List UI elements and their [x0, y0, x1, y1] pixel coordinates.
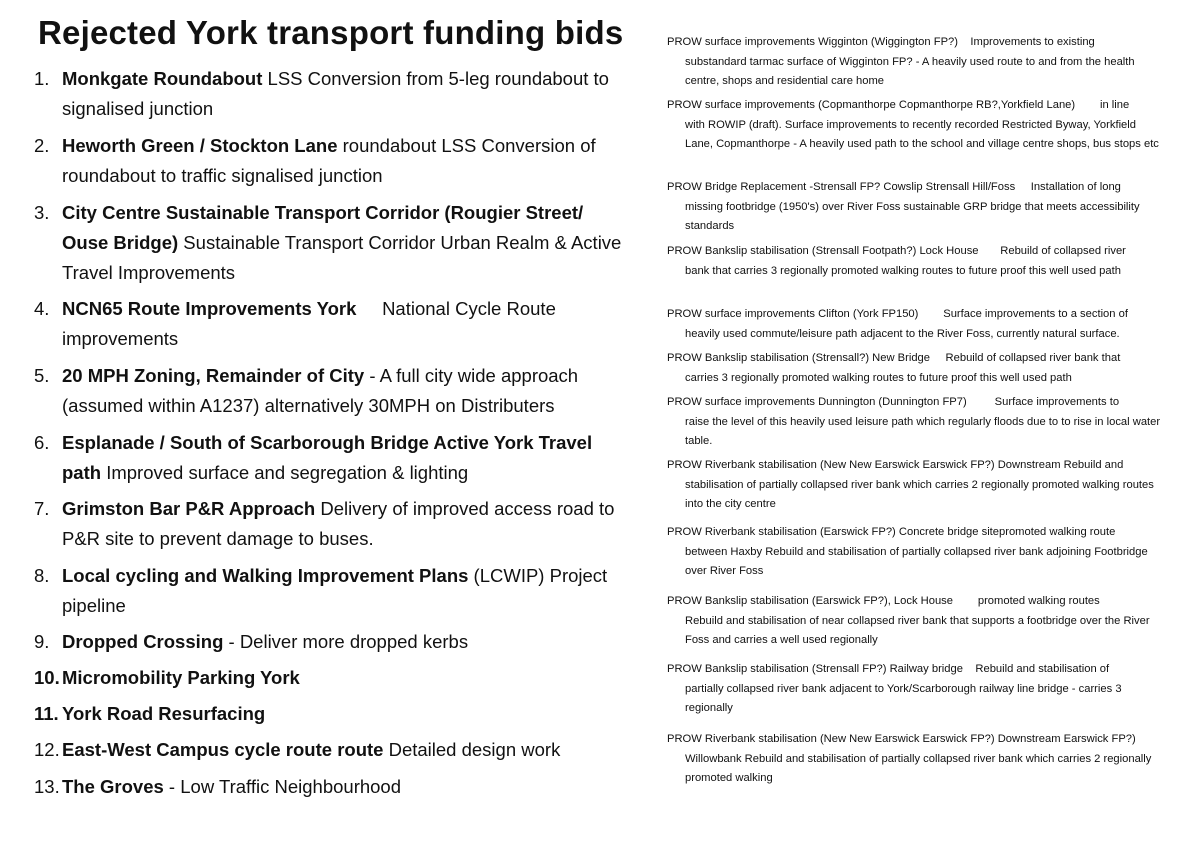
prow-entry-detail: Rebuild and stabilisation of near collapsed river bank that supports a footbridge over the River Foss and carries a well used regionally [685, 614, 1150, 646]
item-number: 1. [34, 68, 50, 89]
prow-entry-heading: PROW Riverbank stabilisation (Earswick FP?) Concrete bridge sitepromoted walking route [667, 526, 1116, 538]
item-description: LSS Conversion from 5-leg roundabout to signalised junction [62, 68, 609, 119]
prow-entry-detail: with ROWIP (draft). Surface improvements to recently recorded Restricted Byway, Yorkfield Lane, Copmanthorpe - A heavily used path to the school and village centre shops, bus stops etc [685, 118, 1159, 150]
item-title: Grimston Bar P&R Approach [62, 498, 316, 519]
list-item [34, 428, 624, 488]
prow-entry-heading: PROW Bridge Replacement -Strensall FP? Cowslip Strensall Hill/Foss Installation of long [667, 181, 1121, 193]
prow-entry-detail: raise the level of this heavily used leisure path which regularly floods due to to rise in local water table. [685, 415, 1161, 447]
page-title: Rejected York transport funding bids [38, 14, 624, 51]
prow-entry-detail: Willowbank Rebuild and stabilisation of partially collapsed river bank which carries 2 regionally promoted walking [685, 752, 1152, 784]
item-title: City Centre Sustainable Transport Corridor (Rougier Street/ Ouse Bridge) [62, 202, 584, 253]
item-number: 11. [34, 703, 59, 724]
item-description: Improved surface and segregation & lighting [101, 462, 469, 483]
prow-entry-heading: PROW surface improvements Wigginton (Wiggington FP?) Improvements to existing [667, 36, 1095, 48]
prow-entry [667, 33, 1163, 92]
item-number: 12. [34, 739, 60, 760]
prow-entry [667, 523, 1163, 582]
prow-entry-heading: PROW surface improvements Clifton (York FP150) Surface improvements to a section of [667, 308, 1128, 320]
list-item [34, 735, 624, 765]
prow-entry-detail: bank that carries 3 regionally promoted walking routes to future proof this well used path [685, 264, 1121, 277]
item-description: - A full city wide approach (assumed within A1237) alternatively 30MPH on Distributers [62, 365, 579, 416]
prow-entry [667, 730, 1163, 789]
prow-entry [667, 305, 1163, 344]
list-item [34, 198, 624, 288]
prow-entry [667, 660, 1163, 719]
item-title: Dropped Crossing [62, 631, 224, 652]
item-number: 7. [34, 498, 50, 519]
list-item [34, 663, 624, 693]
item-title: The Groves [62, 776, 164, 797]
item-number: 13. [34, 776, 60, 797]
item-description: Delivery of improved access road to P&R site to prevent damage to buses. [62, 498, 615, 549]
list-item [34, 627, 624, 657]
item-title: Micromobility Parking York [62, 667, 300, 688]
prow-entry-heading: PROW surface improvements (Copmanthorpe Copmanthorpe RB?,Yorkfield Lane) in line [667, 99, 1130, 111]
list-item [34, 699, 624, 729]
prow-entry-heading: PROW Bankslip stabilisation (Strensall Footpath?) Lock House Rebuild of collapsed river [667, 245, 1126, 257]
item-title: 20 MPH Zoning, Remainder of City [62, 365, 365, 386]
prow-entry-detail: heavily used commute/leisure path adjacent to the River Foss, currently natural surface. [685, 327, 1120, 340]
list-item [34, 361, 624, 421]
item-number: 9. [34, 631, 50, 652]
item-number: 10. [34, 667, 60, 688]
list-item [34, 772, 624, 802]
prow-entry-detail: missing footbridge (1950's) over River Foss sustainable GRP bridge that meets accessibility standards [685, 200, 1140, 232]
prow-entry-detail: carries 3 regionally promoted walking routes to future proof this well used path [685, 371, 1072, 384]
prow-entry [667, 456, 1163, 515]
item-description: (LCWIP) Project pipeline [62, 565, 608, 616]
list-item [34, 64, 624, 124]
item-title: NCN65 Route Improvements York [62, 298, 357, 319]
item-description: Sustainable Transport Corridor Urban Realm & Active Travel Improvements [62, 232, 622, 283]
item-number: 8. [34, 565, 50, 586]
item-description: Detailed design work [383, 739, 561, 760]
prow-entry-detail: stabilisation of partially collapsed river bank which carries 2 regionally promoted walking routes into the city centre [685, 478, 1154, 510]
item-description: - Deliver more dropped kerbs [223, 631, 469, 652]
item-description: National Cycle Route improvements [62, 298, 561, 349]
prow-entry-heading: PROW Bankslip stabilisation (Strensall?) New Bridge Rebuild of collapsed river bank that [667, 352, 1121, 364]
prow-entry [667, 96, 1163, 155]
list-item [34, 294, 624, 354]
item-title: Esplanade / South of Scarborough Bridge Active York Travel path [62, 432, 593, 483]
item-description: roundabout LSS Conversion of roundabout to traffic signalised junction [62, 135, 596, 186]
prow-entry [667, 242, 1163, 281]
item-number: 5. [34, 365, 50, 386]
item-number: 2. [34, 135, 50, 156]
prow-entry-heading: PROW Bankslip stabilisation (Earswick FP?), Lock House promoted walking routes [667, 595, 1100, 607]
list-item [34, 131, 624, 191]
prow-entry-heading: PROW Riverbank stabilisation (New New Earswick Earswick FP?) Downstream Earswick FP?) [667, 733, 1136, 745]
item-title: East-West Campus cycle route route [62, 739, 384, 760]
list-item [34, 561, 624, 621]
item-title: Monkgate Roundabout [62, 68, 263, 89]
item-number: 4. [34, 298, 50, 319]
prow-entry-detail: between Haxby Rebuild and stabilisation of partially collapsed river bank adjoining Footbridge over River Foss [685, 545, 1148, 577]
item-number: 6. [34, 432, 50, 453]
prow-entry-heading: PROW Bankslip stabilisation (Strensall FP?) Railway bridge Rebuild and stabilisation of [667, 663, 1110, 675]
prow-entry [667, 592, 1163, 651]
item-description: - Low Traffic Neighbourhood [163, 776, 402, 797]
prow-entry [667, 178, 1163, 237]
list-item [34, 494, 624, 554]
prow-entry-heading: PROW Riverbank stabilisation (New New Earswick Earswick FP?) Downstream Rebuild and [667, 459, 1124, 471]
prow-entry-heading: PROW surface improvements Dunnington (Dunnington FP7) Surface improvements to [667, 396, 1120, 408]
prow-entry-detail: substandard tarmac surface of Wigginton FP? - A heavily used route to and from the health centre, shops and residential care home [685, 55, 1135, 87]
prow-entry [667, 393, 1163, 452]
prow-entry-detail: partially collapsed river bank adjacent to York/Scarborough railway line bridge - carries 3 regionally [685, 682, 1122, 714]
item-title: Heworth Green / Stockton Lane [62, 135, 338, 156]
prow-entry [667, 349, 1163, 388]
item-title: Local cycling and Walking Improvement Plans [62, 565, 469, 586]
item-title: York Road Resurfacing [62, 703, 266, 724]
item-number: 3. [34, 202, 50, 223]
